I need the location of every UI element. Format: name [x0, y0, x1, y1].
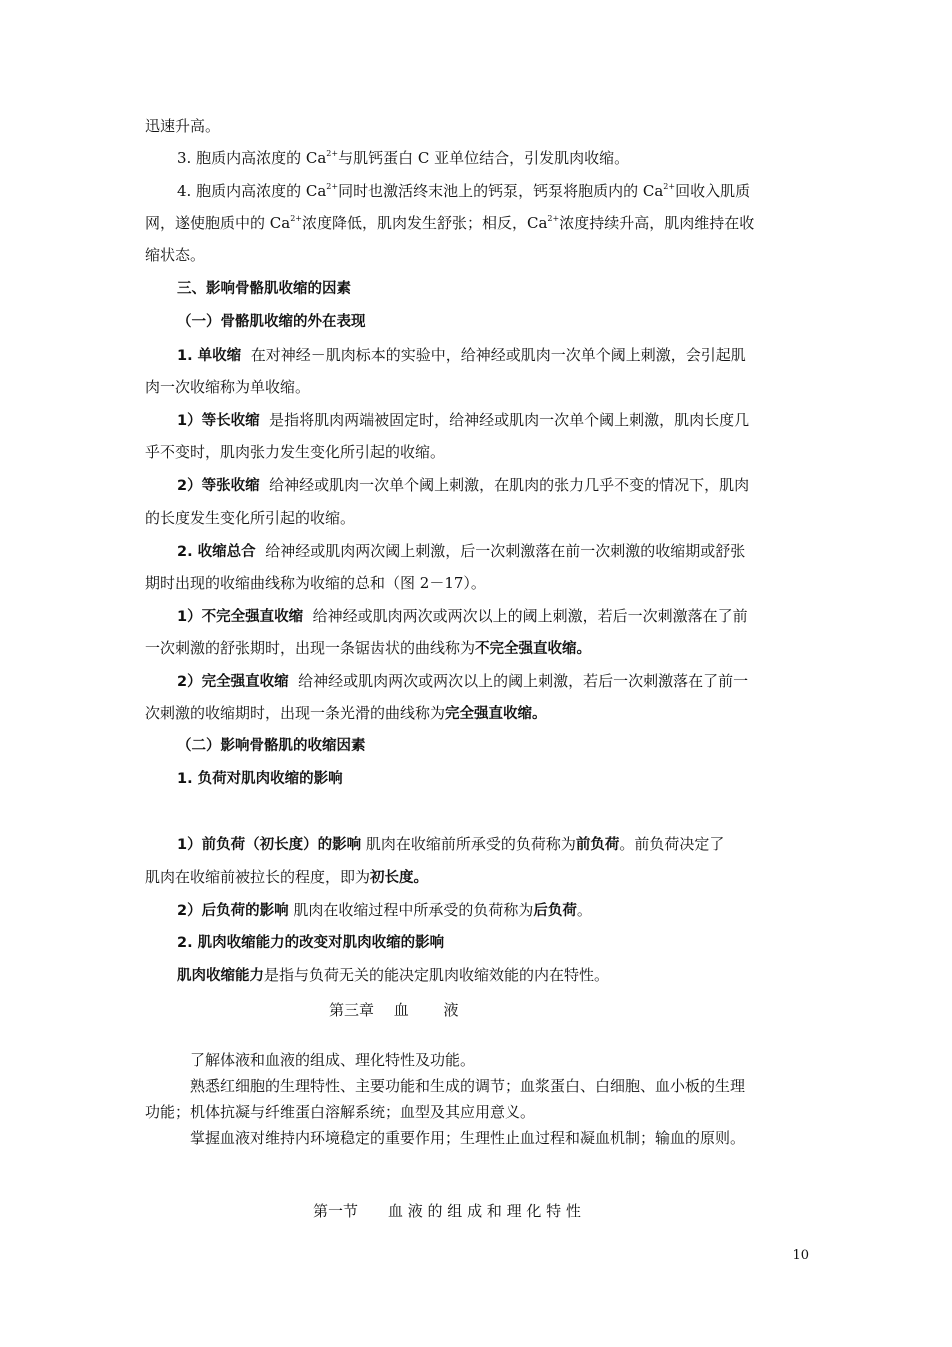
- text-line: 乎不变时，肌肉张力发生变化所引起的收缩。: [145, 443, 446, 461]
- paragraph-preload: 1）前负荷（初长度）的影响 肌肉在收缩前所承受的负荷称为前负荷。前负荷决定了: [177, 835, 725, 853]
- section-title: 第一节 血 液 的 组 成 和 理 化 特 性: [313, 1202, 581, 1220]
- page-number: 10: [792, 1248, 809, 1263]
- text-line: 的长度发生变化所引起的收缩。: [145, 509, 356, 527]
- text-line: 次刺激的收缩期时，出现一条光滑的曲线称为完全强直收缩。: [145, 704, 547, 722]
- paragraph-contractility: 肌肉收缩能力是指与负荷无关的能决定肌肉收缩效能的内在特性。: [177, 966, 610, 984]
- text-line: 期时出现的收缩曲线称为收缩的总和（图 2－17）。: [145, 574, 486, 592]
- paragraph-isometric: 1）等长收缩 是指将肌肉两端被固定时，给神经或肌肉一次单个阈上刺激，肌肉长度几: [177, 411, 750, 429]
- subsection-heading: （一）骨骼肌收缩的外在表现: [177, 314, 366, 330]
- text-line: 一次刺激的舒张期时，出现一条锯齿状的曲线称为不完全强直收缩。: [145, 639, 592, 657]
- paragraph-single-contraction: 1. 单收缩 在对神经－肌肉标本的实验中，给神经或肌肉一次单个阈上刺激，会引起肌: [177, 346, 746, 364]
- text-line: 4. 胞质内高浓度的 $Ca^{2+}$同时也激活终末池上的钙泵，钙泵将胞质内的 $Ca^{2+}$回收入肌质: [177, 182, 751, 200]
- text-line: 肉一次收缩称为单收缩。: [145, 378, 311, 396]
- chapter-title: 第三章 血 液: [329, 1001, 459, 1019]
- heading-contractility: 2. 肌肉收缩能力的改变对肌肉收缩的影响: [177, 935, 445, 951]
- text-line: 肌肉在收缩前被拉长的程度，即为初长度。: [145, 868, 429, 886]
- text-line: 迅速升高。: [145, 117, 221, 135]
- objective-line: 掌握血液对维持内环境稳定的重要作用；生理性止血过程和凝血机制；输血的原则。: [190, 1129, 746, 1147]
- text-line: 缩状态。: [145, 246, 206, 264]
- heading-load: 1. 负荷对肌肉收缩的影响: [177, 771, 343, 787]
- section-heading: 三、影响骨骼肌收缩的因素: [177, 281, 351, 297]
- paragraph-summation: 2. 收缩总合 给神经或肌肉两次阈上刺激，后一次刺激落在前一次刺激的收缩期或舒张: [177, 542, 746, 560]
- paragraph-incomplete-tetanus: 1）不完全强直收缩 给神经或肌肉两次或两次以上的阈上刺激，若后一次刺激落在了前: [177, 607, 748, 625]
- paragraph-complete-tetanus: 2）完全强直收缩 给神经或肌肉两次或两次以上的阈上刺激，若后一次刺激落在了前一: [177, 672, 749, 690]
- text-line: 3. 胞质内高浓度的 $Ca^{2+}$与肌钙蛋白 C 亚单位结合，引发肌肉收缩。: [177, 149, 630, 167]
- text-line: 网，遂使胞质中的 $Ca^{2+}$浓度降低，肌肉发生舒张；相反，$Ca^{2+}$浓度持续升高，肌肉维持在收: [145, 214, 755, 232]
- objective-line: 了解体液和血液的组成、理化特性及功能。: [190, 1051, 476, 1069]
- subsection-heading: （二）影响骨骼肌的收缩因素: [177, 738, 366, 754]
- objective-line: 熟悉红细胞的生理特性、主要功能和生成的调节；血浆蛋白、白细胞、血小板的生理: [190, 1077, 746, 1095]
- paragraph-isotonic: 2）等张收缩 给神经或肌肉一次单个阈上刺激，在肌肉的张力几乎不变的情况下，肌肉: [177, 476, 750, 494]
- objective-line: 功能；机体抗凝与纤维蛋白溶解系统；血型及其应用意义。: [145, 1103, 536, 1121]
- paragraph-afterload: 2）后负荷的影响 肌肉在收缩过程中所承受的负荷称为后负荷。: [177, 901, 592, 919]
